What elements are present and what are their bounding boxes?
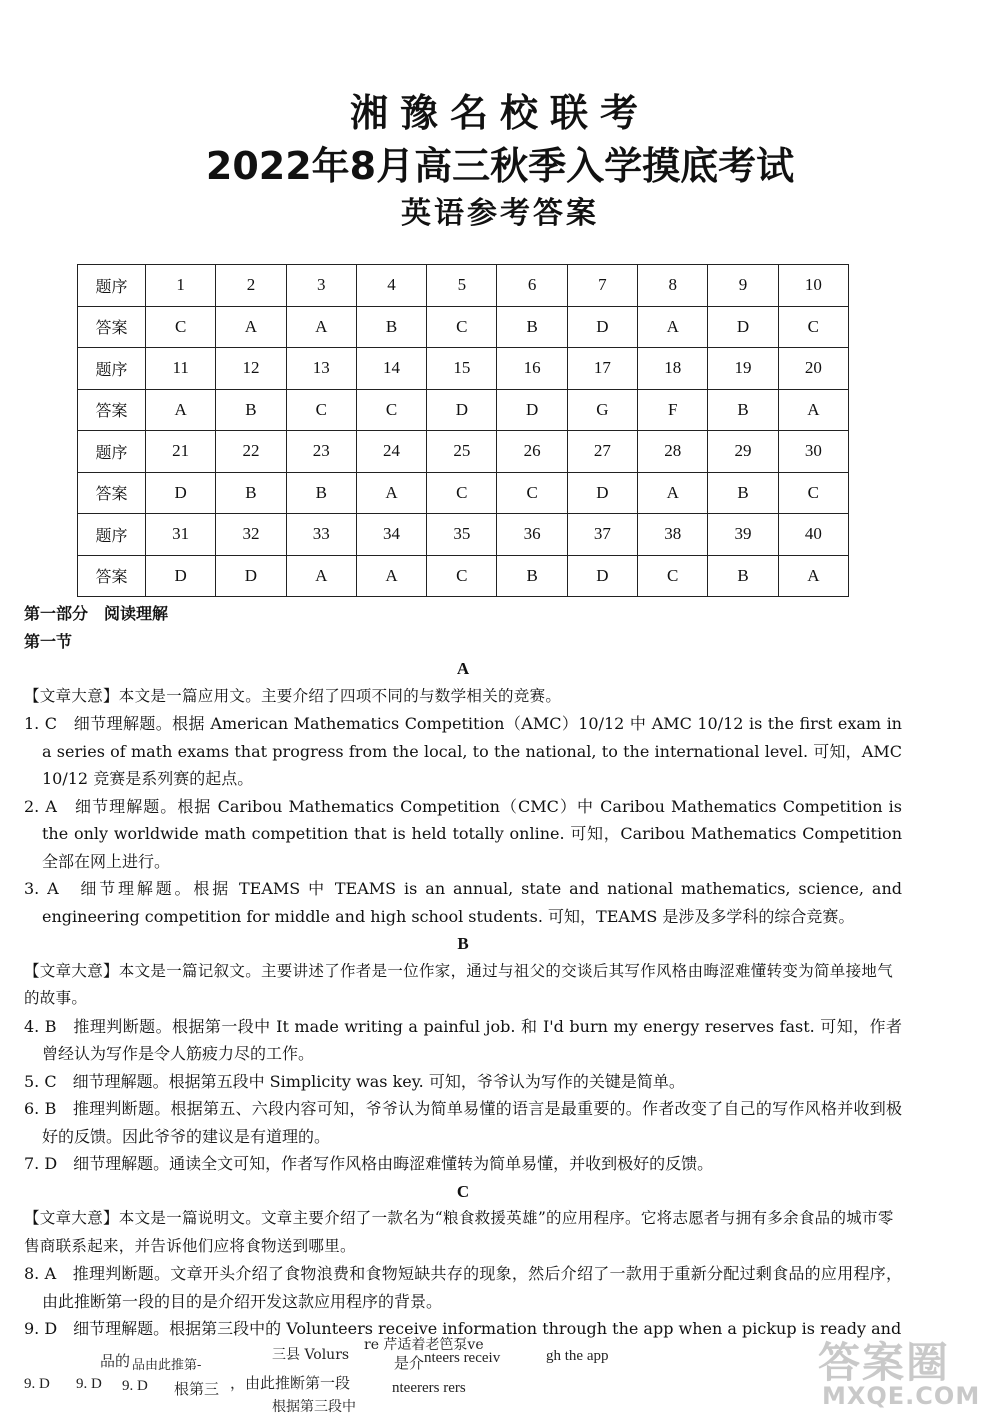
artifact-fragment: 根据第三段中 xyxy=(272,1399,356,1415)
question-number-cell: 6 xyxy=(497,265,567,307)
answer-cell: D xyxy=(567,306,637,348)
answer-cell: C xyxy=(778,306,848,348)
passage-a-summary: 【文章大意】本文是一篇应用文。主要介绍了四项不同的与数学相关的竞赛。 xyxy=(24,686,562,705)
answer-cell: D xyxy=(427,389,497,431)
question-number-cell: 32 xyxy=(216,514,286,556)
artifact-fragment: 是介 xyxy=(394,1354,425,1372)
question-number-cell: 26 xyxy=(497,431,567,473)
answer-cell: A xyxy=(778,389,848,431)
artifact-fragment: ，由此推断第一段 xyxy=(230,1374,351,1392)
answer-table-row xyxy=(78,389,849,431)
answer-cell: D xyxy=(567,555,637,597)
row-label: 答案 xyxy=(78,555,146,597)
answer-table-row xyxy=(78,265,849,307)
row-label: 题序 xyxy=(78,265,146,307)
answer-cell: D xyxy=(497,389,567,431)
watermark-url: MXQE.COM xyxy=(822,1382,981,1410)
answer-cell: C xyxy=(778,472,848,514)
explanation-q7: 7. D 细节理解题。通读全文可知，作者写作风格由晦涩难懂转为简单易懂，并收到极好的反馈。 xyxy=(24,1154,714,1173)
part-heading: 第一部分 阅读理解 xyxy=(24,604,169,623)
explanation-q3: 3. A 细节理解题。根据 TEAMS 中 TEAMS is an annual, state and national mathematics, science, and engineering competition for middle and high school students. 可知，TEAMS 是涉及多学科的综合竞赛。 xyxy=(24,879,902,926)
answer-cell: A xyxy=(638,306,708,348)
question-number-cell: 19 xyxy=(708,348,778,390)
answer-cell: B xyxy=(497,306,567,348)
question-number-cell: 21 xyxy=(146,431,216,473)
question-number-cell: 27 xyxy=(567,431,637,473)
question-number-cell: 17 xyxy=(567,348,637,390)
answer-cell: C xyxy=(427,306,497,348)
artifact-fragment: 三县 Volurs xyxy=(272,1347,350,1363)
artifact-fragment: nteers receiv xyxy=(424,1350,501,1366)
answer-cell: G xyxy=(567,389,637,431)
artifact-fragment: re 芹适着老笆泵ve xyxy=(364,1337,484,1353)
answer-table-row xyxy=(78,431,849,473)
answer-cell: C xyxy=(497,472,567,514)
header xyxy=(0,88,1000,236)
answer-table-row xyxy=(78,348,849,390)
question-number-cell: 2 xyxy=(216,265,286,307)
question-number-cell: 22 xyxy=(216,431,286,473)
answer-cell: B xyxy=(708,389,778,431)
explanation-q8: 8. A 推理判断题。文章开头介绍了食物浪费和食物短缺共存的现象，然后介绍了一款用于重新分配过剩食品的应用程序，由此推断第一段的目的是介绍开发这款应用程序的背景。 xyxy=(24,1264,902,1311)
artifact-fragment: 9. D xyxy=(122,1378,148,1394)
answer-cell: A xyxy=(778,555,848,597)
question-number-cell: 38 xyxy=(638,514,708,556)
answer-table xyxy=(77,264,849,597)
answer-cell: D xyxy=(567,472,637,514)
artifact-fragment: 品的 xyxy=(100,1352,131,1370)
answer-table-row xyxy=(78,306,849,348)
question-number-cell: 15 xyxy=(427,348,497,390)
exam-union-title: 湘豫名校联考 xyxy=(349,91,650,135)
answer-cell: B xyxy=(708,555,778,597)
question-number-cell: 25 xyxy=(427,431,497,473)
question-number-cell: 18 xyxy=(638,348,708,390)
explanations xyxy=(24,600,902,1343)
artifact-fragment: 根第三 xyxy=(174,1380,220,1398)
row-label: 题序 xyxy=(78,431,146,473)
question-number-cell: 16 xyxy=(497,348,567,390)
answer-table-row xyxy=(78,472,849,514)
answer-table-row xyxy=(78,555,849,597)
artifact-fragment: 9. D xyxy=(76,1376,102,1392)
question-number-cell: 8 xyxy=(638,265,708,307)
question-number-cell: 11 xyxy=(146,348,216,390)
question-number-cell: 3 xyxy=(286,265,356,307)
explanation-q4: 4. B 推理判断题。根据第一段中 It made writing a painful job. 和 I'd burn my energy reserves fast. 可知，作者曾经认为写作是令人筋疲力尽的工作。 xyxy=(24,1016,902,1063)
question-number-cell: 34 xyxy=(356,514,426,556)
scan-artifact-text xyxy=(24,1337,724,1415)
answer-cell: D xyxy=(216,555,286,597)
answer-table-row xyxy=(78,514,849,556)
passage-c-title: C xyxy=(456,1181,470,1201)
answer-cell: C xyxy=(356,389,426,431)
row-label: 答案 xyxy=(78,472,146,514)
explanation-q2: 2. A 细节理解题。根据 Caribou Mathematics Competition（CMC）中 Caribou Mathematics Competition is the only worldwide math competition that is held totally online. 可知，Caribou Mathematics Competition 全部在网上进行。 xyxy=(24,796,902,871)
section-heading: 第一节 xyxy=(24,631,73,651)
question-number-cell: 36 xyxy=(497,514,567,556)
question-number-cell: 33 xyxy=(286,514,356,556)
question-number-cell: 5 xyxy=(427,265,497,307)
watermark-logo: 答案圈 xyxy=(818,1338,951,1387)
answer-cell: B xyxy=(216,389,286,431)
answer-cell: B xyxy=(497,555,567,597)
explanation-q1: 1. C 细节理解题。根据 American Mathematics Competition（AMC）10/12 中 AMC 10/12 is the first exam in a series of math exams that progress from the local, to the national, to the international level. 可知，AMC 10/12 竞赛是系列赛的起点。 xyxy=(24,714,902,788)
answer-cell: C xyxy=(286,389,356,431)
answer-cell: D xyxy=(708,306,778,348)
question-number-cell: 28 xyxy=(638,431,708,473)
row-label: 题序 xyxy=(78,348,146,390)
passage-c-summary: 【文章大意】本文是一篇说明文。文章主要介绍了一款名为“粮食救援英雄”的应用程序。它将志愿者与拥有多余食品的城市零售商联系起来，并告诉他们应将食物送到哪里。 xyxy=(24,1209,894,1255)
answer-cell: A xyxy=(356,472,426,514)
question-number-cell: 31 xyxy=(146,514,216,556)
answer-cell: A xyxy=(638,472,708,514)
explanation-q9: 9. D 细节理解题。根据第三段中的 Volunteers receive information through the app when a pickup is ready and xyxy=(24,1319,902,1338)
explanation-q5: 5. C 细节理解题。根据第五段中 Simplicity was key. 可知，爷爷认为写作的关键是简单。 xyxy=(24,1071,685,1091)
question-number-cell: 13 xyxy=(286,348,356,390)
passage-b-summary: 【文章大意】本文是一篇记叙文。主要讲述了作者是一位作家，通过与祖父的交谈后其写作风格由晦涩难懂转变为简单接地气的故事。 xyxy=(24,961,894,1007)
answer-cell: F xyxy=(638,389,708,431)
answer-cell: B xyxy=(286,472,356,514)
answer-key-title: 英语参考答案 xyxy=(401,196,599,231)
passage-a-title: A xyxy=(456,659,470,678)
question-number-cell: 35 xyxy=(427,514,497,556)
question-number-cell: 40 xyxy=(778,514,848,556)
question-number-cell: 10 xyxy=(778,265,848,307)
answer-cell: A xyxy=(286,306,356,348)
question-number-cell: 7 xyxy=(567,265,637,307)
answer-cell: D xyxy=(146,472,216,514)
answer-cell: A xyxy=(286,555,356,597)
answer-cell: A xyxy=(356,555,426,597)
question-number-cell: 37 xyxy=(567,514,637,556)
question-number-cell: 39 xyxy=(708,514,778,556)
artifact-fragment: gh the app xyxy=(546,1348,609,1364)
passage-b-title: B xyxy=(457,934,469,953)
question-number-cell: 23 xyxy=(286,431,356,473)
exam-name-title: 2022年8月高三秋季入学摸底考试 xyxy=(205,144,795,188)
answer-cell: B xyxy=(216,472,286,514)
question-number-cell: 30 xyxy=(778,431,848,473)
answer-cell: A xyxy=(216,306,286,348)
artifact-fragment: 品由此推第- xyxy=(132,1358,202,1373)
explanation-q6: 6. B 推理判断题。根据第五、六段内容可知，爷爷认为简单易懂的语言是最重要的。作者改变了自己的写作风格并收到极好的反馈。因此爷爷的建议是有道理的。 xyxy=(24,1099,902,1146)
artifact-fragment: 9. D xyxy=(24,1376,50,1392)
answer-cell: D xyxy=(146,555,216,597)
question-number-cell: 12 xyxy=(216,348,286,390)
answer-cell: B xyxy=(708,472,778,514)
row-label: 答案 xyxy=(78,389,146,431)
question-number-cell: 24 xyxy=(356,431,426,473)
answer-cell: C xyxy=(427,555,497,597)
question-number-cell: 29 xyxy=(708,431,778,473)
question-number-cell: 1 xyxy=(146,265,216,307)
answer-cell: A xyxy=(146,389,216,431)
question-number-cell: 9 xyxy=(708,265,778,307)
answer-cell: B xyxy=(356,306,426,348)
artifact-fragment: nteerers rers xyxy=(392,1380,466,1396)
question-number-cell: 20 xyxy=(778,348,848,390)
answer-cell: C xyxy=(146,306,216,348)
question-number-cell: 4 xyxy=(356,265,426,307)
row-label: 题序 xyxy=(78,514,146,556)
row-label: 答案 xyxy=(78,306,146,348)
answer-cell: C xyxy=(427,472,497,514)
question-number-cell: 14 xyxy=(356,348,426,390)
answer-cell: C xyxy=(638,555,708,597)
